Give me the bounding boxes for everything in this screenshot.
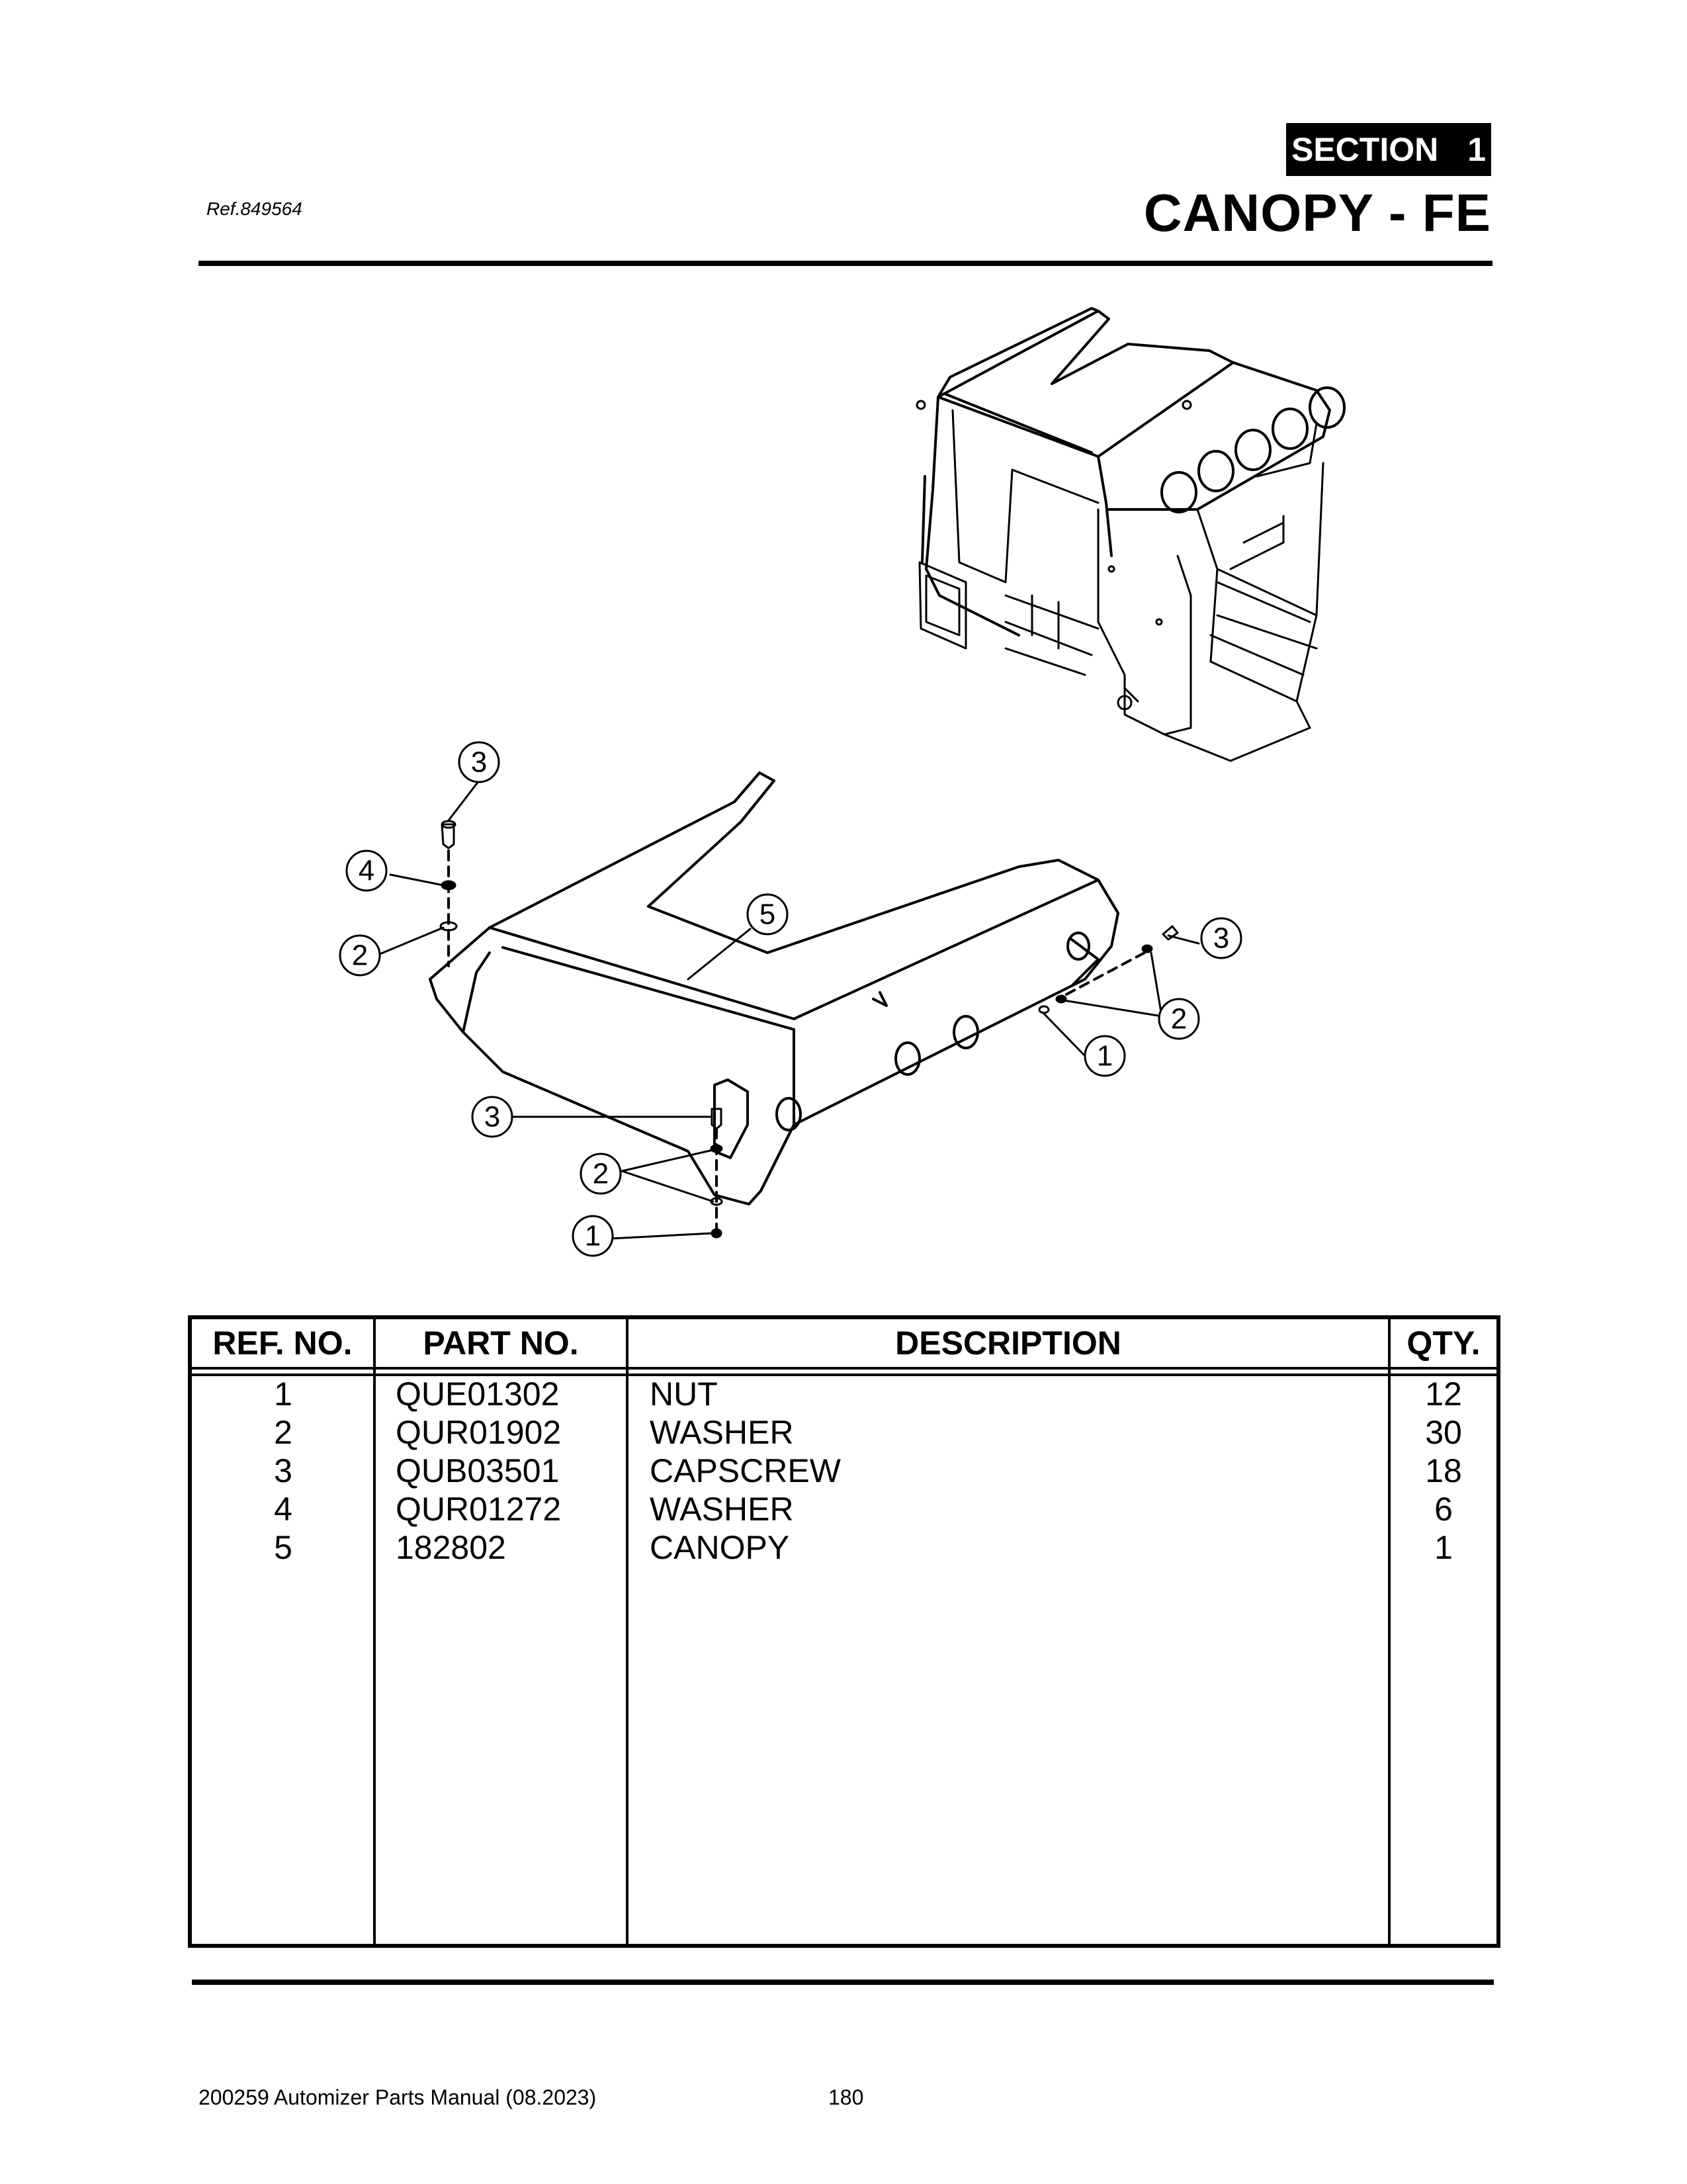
cell-ref-no: 4: [274, 1491, 292, 1528]
cell-part-no: QUE01302: [396, 1376, 560, 1413]
callout-3-bottom: 3: [484, 1100, 501, 1133]
header-ref-no: REF. NO.: [212, 1325, 353, 1362]
page-number: 180: [828, 2085, 864, 2109]
header-part-no: PART NO.: [423, 1325, 579, 1362]
cell-description: NUT: [650, 1376, 718, 1413]
callout-3-right: 3: [1213, 922, 1230, 955]
table-row: [192, 1375, 1496, 1413]
table-row: [192, 1413, 1496, 1452]
callout-2-right: 2: [1170, 1002, 1188, 1035]
section-number: 1: [1467, 131, 1487, 168]
header-description: DESCRIPTION: [895, 1325, 1121, 1362]
callout-1-bottom: 1: [584, 1219, 601, 1252]
page-title: CANOPY - FE: [1143, 183, 1491, 242]
callout-2-bottom: 2: [592, 1157, 609, 1190]
footer-document-title: 200259 Automizer Parts Manual (08.2023): [198, 2085, 597, 2109]
cell-part-no: QUB03501: [396, 1452, 560, 1489]
section-label: SECTION: [1291, 131, 1439, 168]
footer-rule: [192, 1980, 1494, 1985]
table-row: [192, 1528, 1496, 1567]
cell-ref-no: 3: [274, 1452, 292, 1489]
cell-part-no: 182802: [396, 1529, 506, 1566]
table-row: [192, 1452, 1496, 1490]
header-divider: [192, 1367, 1496, 1370]
cell-part-no: QUR01902: [396, 1414, 562, 1451]
callout-3-top: 3: [470, 746, 488, 779]
cell-description: WASHER: [650, 1414, 794, 1451]
cell-qty: 1: [1434, 1529, 1453, 1566]
hardware-parts: [441, 821, 1178, 1237]
header-qty: QTY.: [1406, 1325, 1481, 1362]
cell-qty: 18: [1425, 1452, 1462, 1489]
callout-5: 5: [759, 898, 776, 931]
callout-2-left: 2: [351, 939, 368, 972]
cell-qty: 6: [1434, 1491, 1453, 1528]
cell-ref-no: 1: [274, 1376, 292, 1413]
canopy-drawing: [430, 773, 1118, 1204]
parts-table: [188, 1315, 1500, 1948]
cell-ref-no: 5: [274, 1529, 292, 1566]
cell-part-no: QUR01272: [396, 1491, 562, 1528]
cell-description: CANOPY: [650, 1529, 790, 1566]
machine-overview-drawing: [917, 308, 1344, 761]
cell-qty: 12: [1425, 1376, 1462, 1413]
callout-4: 4: [358, 854, 375, 887]
callout-1-right: 1: [1096, 1039, 1113, 1072]
cell-description: WASHER: [650, 1491, 794, 1528]
cell-description: CAPSCREW: [650, 1452, 841, 1489]
cell-qty: 30: [1425, 1414, 1462, 1451]
cell-ref-no: 2: [274, 1414, 292, 1451]
table-row: [192, 1490, 1496, 1528]
reference-code: Ref.849564: [206, 198, 302, 219]
